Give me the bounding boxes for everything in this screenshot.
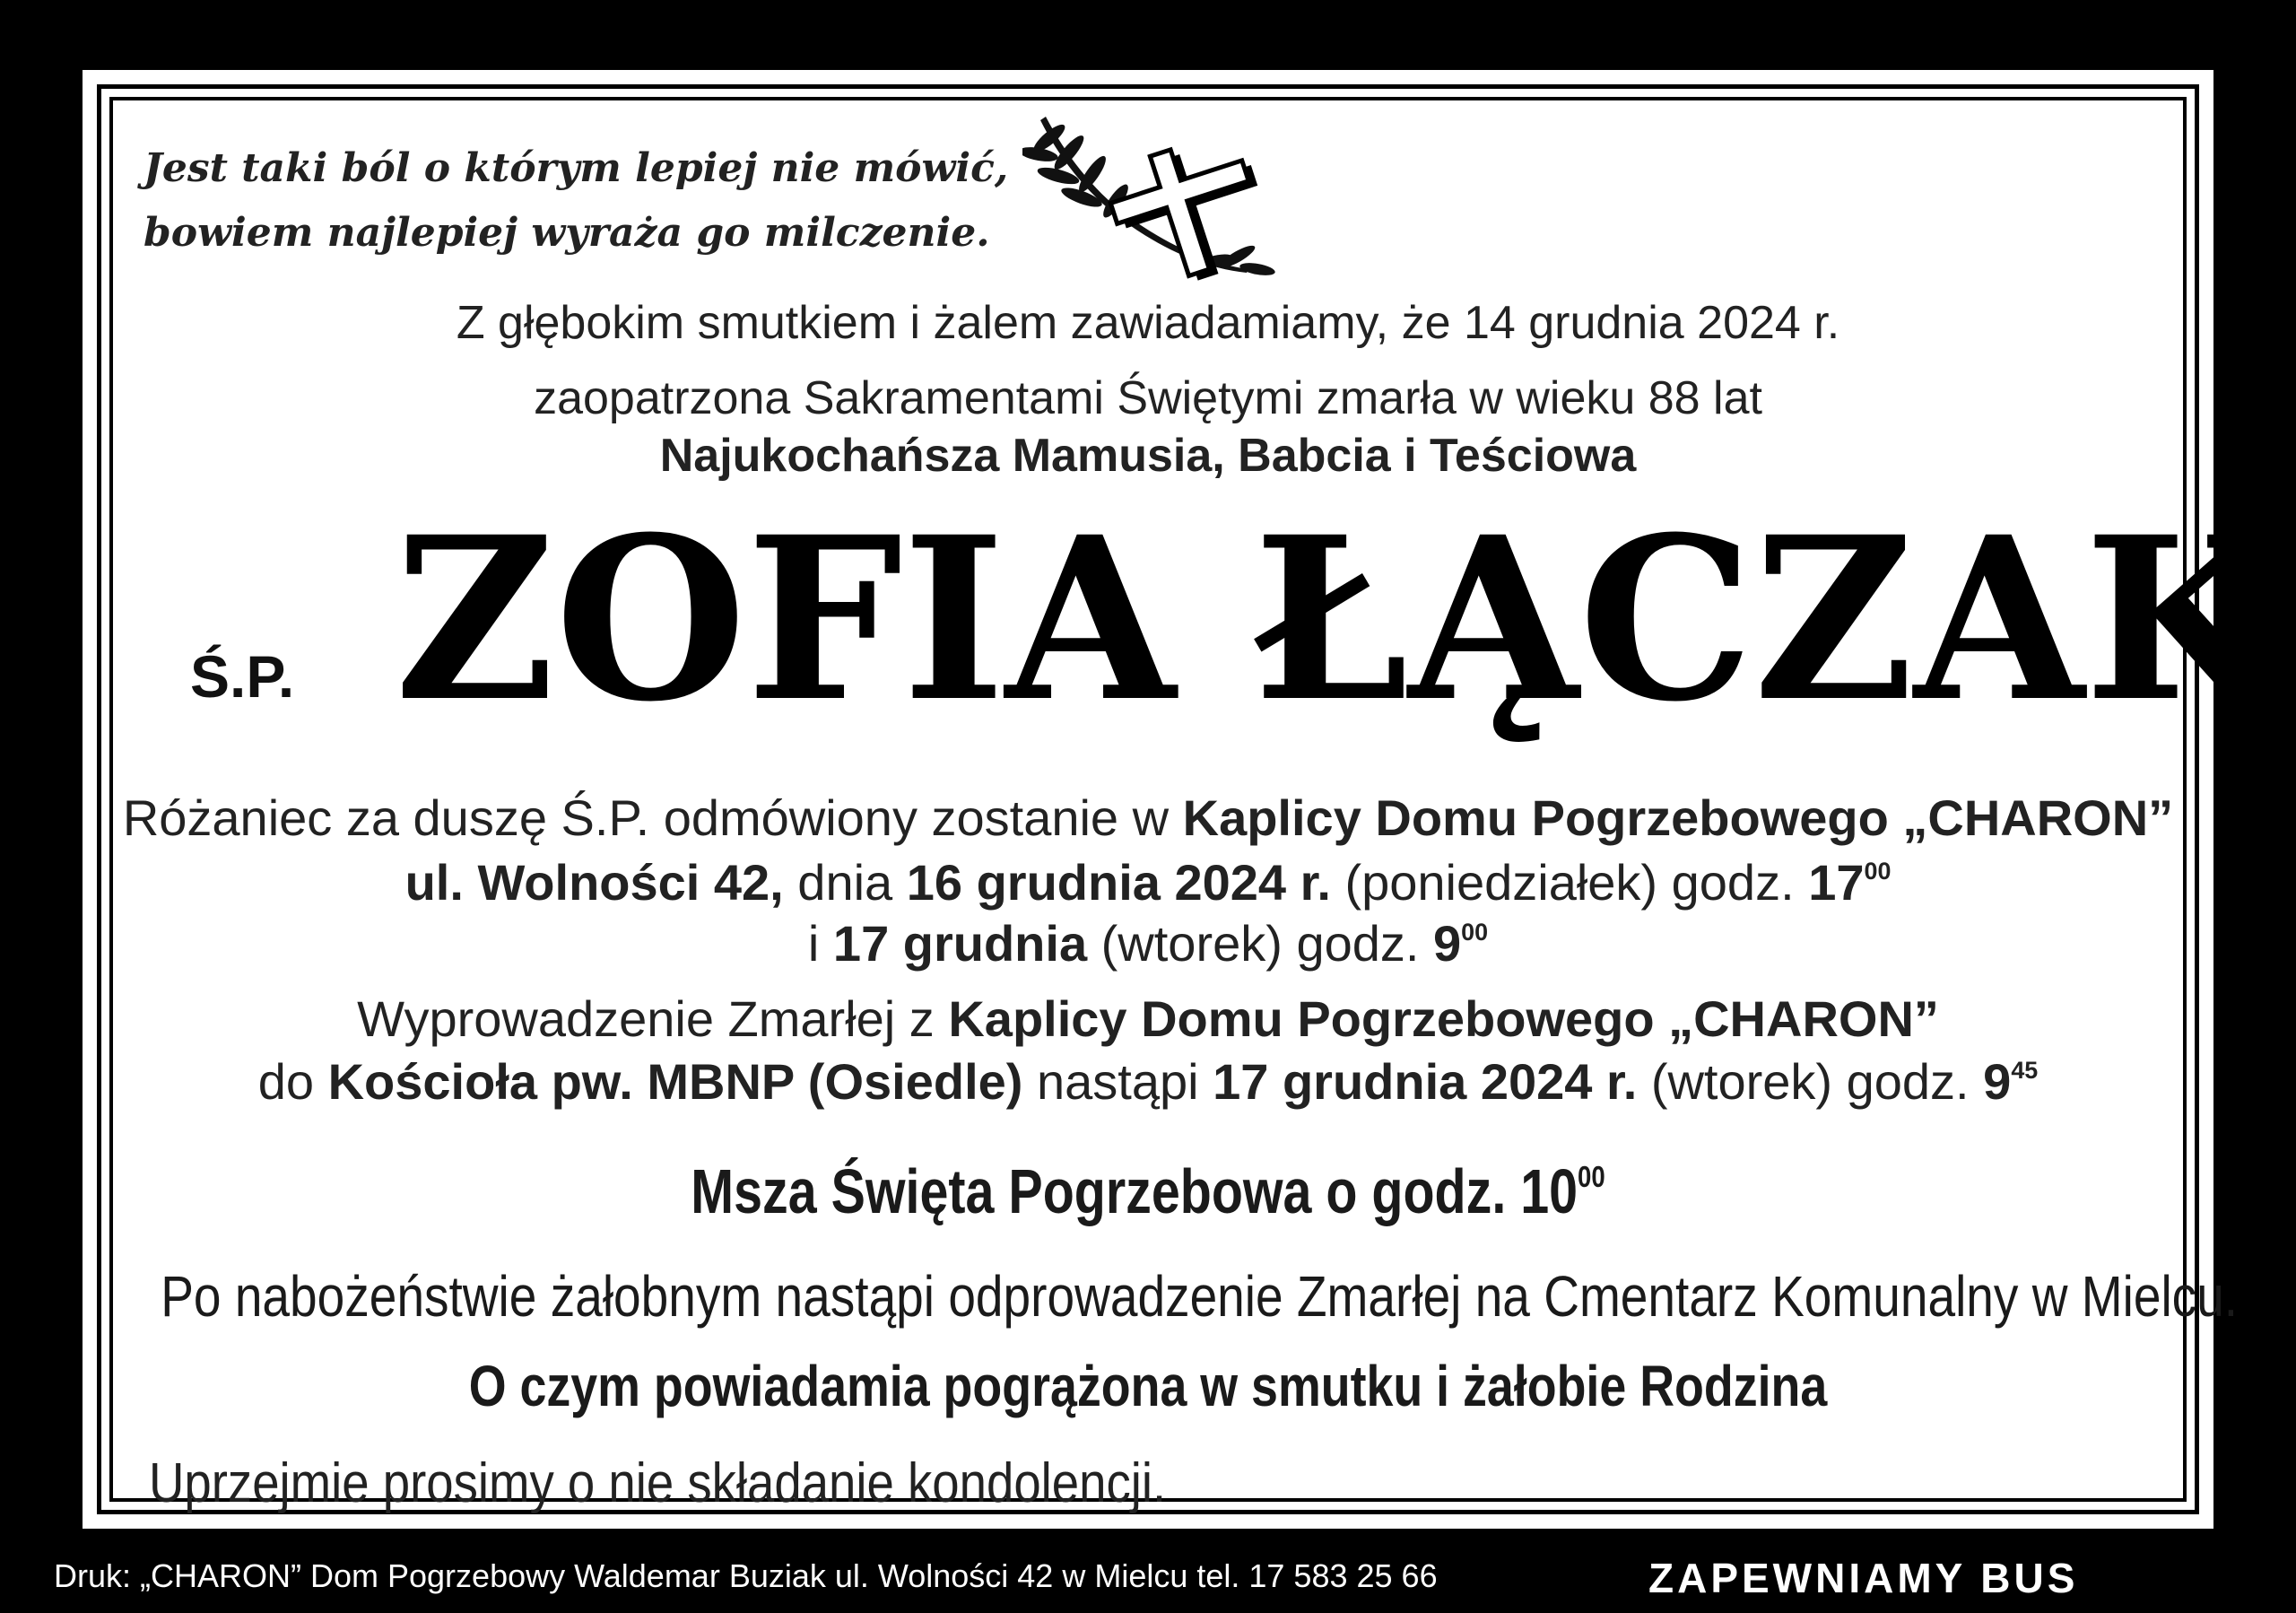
deceased-prefix: Ś.P. — [190, 643, 295, 710]
procession-will: nastąpi — [1022, 1053, 1213, 1110]
address: ul. Wolności 42, — [404, 854, 784, 911]
burial-line: Po nabożeństwie żałobnym nastąpi odprowadzenie Zmarłej na Cmentarz Komunalny w Mielcu. — [161, 1264, 2239, 1329]
cross-with-palm-branch-icon — [1022, 102, 1309, 282]
rosary-minutes: 00 — [1864, 858, 1892, 885]
church-name: Kościoła pw. MBNP (Osiedle) — [327, 1053, 1023, 1110]
rosary-line-3 — [0, 915, 2296, 972]
rosary-weekday: (poniedziałek) godz. — [1330, 854, 1809, 911]
rosary-line-2 — [0, 854, 2296, 911]
procession-to: do — [257, 1053, 328, 1110]
quote-line-1: Jest taki ból o którym lepiej nie mówić, — [144, 145, 1009, 191]
rosary-date: 16 grudnia 2024 r. — [906, 854, 1331, 911]
rosary-day-label: dnia — [783, 854, 907, 911]
condolence-request: Uprzejmie prosimy o nie składanie kondolencji. — [149, 1452, 1167, 1514]
rosary-hour-2: 9 — [1433, 915, 1462, 972]
mass-text: Msza Święta Pogrzebowa o godz. 10 — [691, 1156, 1578, 1226]
procession-date: 17 grudnia 2024 r. — [1213, 1053, 1638, 1110]
bus-notice: ZAPEWNIAMY BUS — [1648, 1555, 2079, 1601]
procession-line-2 — [0, 1053, 2296, 1111]
quote-line-2: bowiem najlepiej wyraża go milczenie. — [144, 210, 990, 256]
rosary-minutes-2: 00 — [1461, 919, 1489, 946]
rosary-date-2: 17 grudnia — [832, 915, 1088, 972]
rosary-line-1 — [0, 789, 2296, 847]
printer-credit: Druk: „CHARON” Dom Pogrzebowy Waldemar Buziak ul. Wolności 42 w Mielcu tel. 17 583 25 66 — [54, 1557, 1438, 1594]
chapel-name: Kaplicy Domu Pogrzebowego „CHARON” — [1182, 789, 2174, 846]
mass-line — [206, 1155, 2089, 1227]
procession-hour: 9 — [1983, 1053, 2012, 1110]
memorial-quote — [144, 136, 1009, 266]
procession-chapel: Kaplicy Domu Pogrzebowego „CHARON” — [948, 990, 1939, 1047]
rosary-hour: 17 — [1808, 854, 1865, 911]
procession-minutes: 45 — [2011, 1057, 2039, 1085]
family-line: O czym powiadamia pogrążona w smutku i żałobie Rodzina — [468, 1354, 1828, 1418]
procession-text: Wyprowadzenie Zmarłej z — [357, 990, 949, 1047]
intro-line-1: Z głębokim smutkiem i żalem zawiadamiamy, że 14 grudnia 2024 r. — [456, 297, 1840, 349]
procession-weekday: (wtorek) godz. — [1637, 1053, 1984, 1110]
intro-line-2: zaopatrzona Sakramentami Świętymi zmarła w wieku 88 lat — [534, 372, 1762, 424]
rosary-text: Różaniec za duszę Ś.P. odmówiony zostanie w — [122, 789, 1183, 846]
rosary-and: i — [807, 915, 833, 972]
procession-line-1 — [0, 990, 2296, 1048]
rosary-weekday-2: (wtorek) godz. — [1087, 915, 1433, 972]
intro-line-3: Najukochańsza Mamusia, Babcia i Teściowa — [659, 430, 1637, 482]
mass-minutes: 00 — [1578, 1161, 1605, 1195]
deceased-name: ZOFIA ŁĄCZAK — [395, 487, 2276, 751]
